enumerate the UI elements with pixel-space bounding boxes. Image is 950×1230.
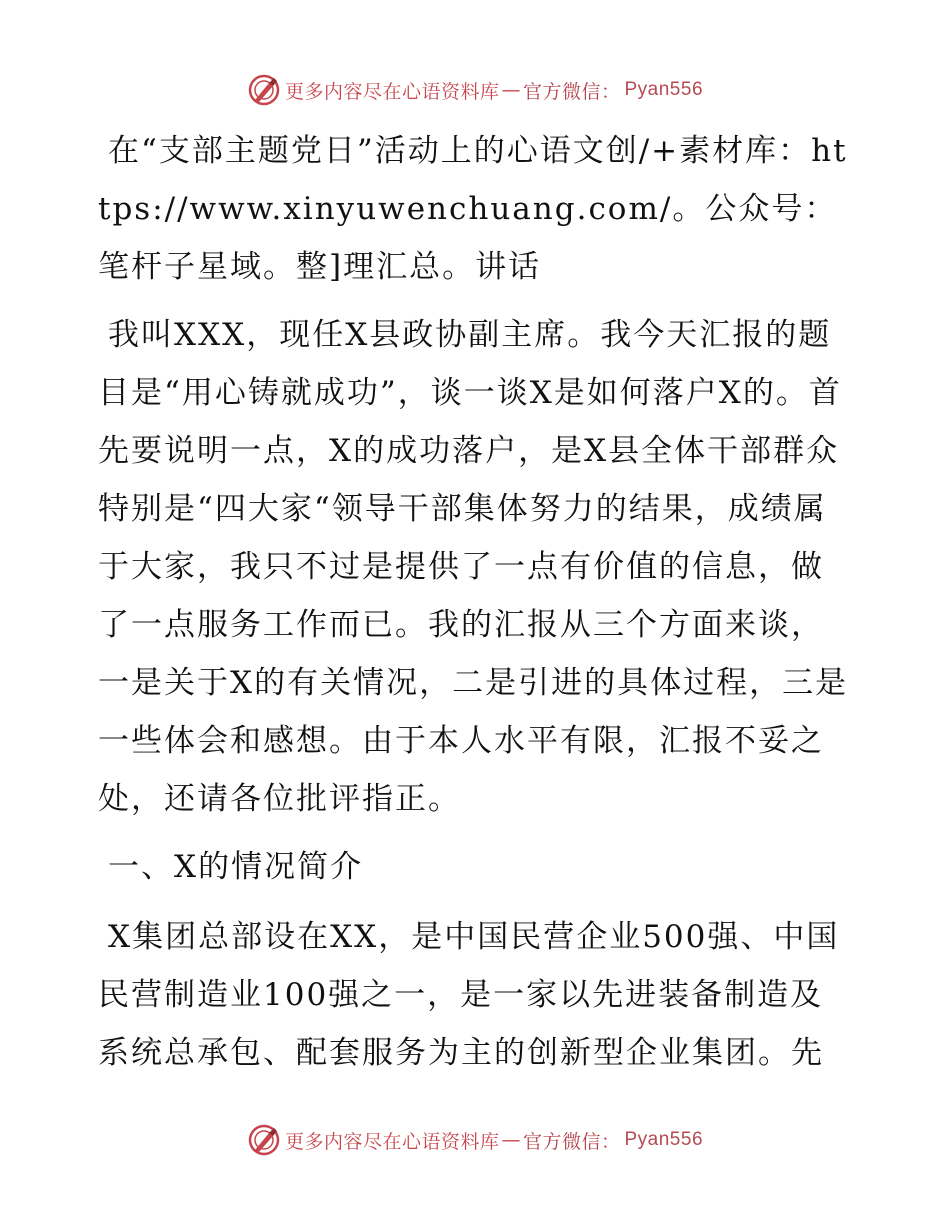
watermark-official-label: 官方微信： [522, 1130, 621, 1153]
fountain-pen-logo-icon [247, 1123, 281, 1157]
section-heading: 一、X的情况简介 [108, 849, 364, 885]
watermark-tagline: 更多内容尽在心语资料库 [284, 1130, 500, 1153]
fountain-pen-logo-icon [247, 73, 281, 107]
watermark-banner-bottom [0, 1120, 950, 1160]
watermark-handle: Pyan556 [624, 1129, 704, 1150]
watermark-separator: — [501, 79, 521, 101]
watermark-banner-top [0, 70, 950, 110]
paragraph-intro: 我叫XXX，现任X县政协副主席。我今天汇报的题目是“用心铸就成功”，谈一谈X是如何落户X的。首先要说明一点，X的成功落户，是X县全体干部群众特别是“四大家“领导干部集体努力的结果，成绩属于大家，我只不过是提供了一点有价值的信息，做了一点服务工作而已。我的汇报从三个方面来谈，一是关于X的有关情况，二是引进的具体过程，三是一些体会和感想。由于本人水平有限，汇报不妥之处，还请各位批评指正。 [98, 317, 849, 817]
paragraph-title: 在“支部主题党日”活动上的心语文创/+素材库：https://www.xinyuwenchuang.com/。公众号：笔杆子星域。整]理汇总。讲话 [98, 133, 848, 285]
watermark-tagline: 更多内容尽在心语资料库 [284, 80, 500, 103]
watermark-official-label: 官方微信： [522, 80, 621, 103]
document-body [98, 122, 852, 1092]
watermark-separator: — [501, 1129, 521, 1151]
watermark-handle: Pyan556 [624, 79, 704, 100]
paragraph-company: X集团总部设在XX，是中国民营企业500强、中国民营制造业100强之一，是一家以先进装备制造及系统总承包、配套服务为主的创新型企业集团。先 [98, 919, 840, 1071]
